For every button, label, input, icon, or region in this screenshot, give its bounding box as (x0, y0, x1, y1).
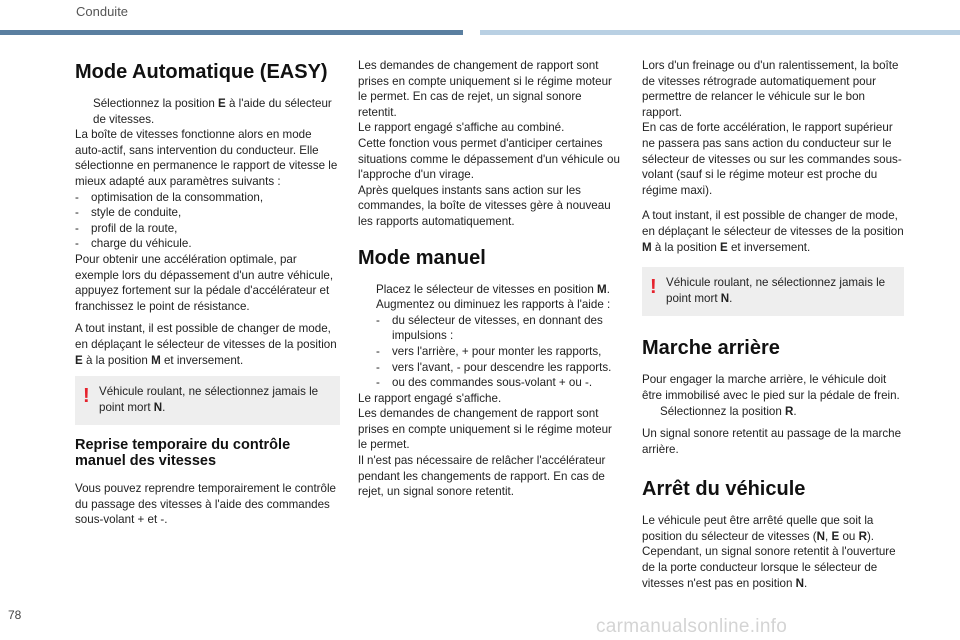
paragraph: Un signal sonore retentit au passage de la marche arrière. (642, 427, 902, 456)
list-item: - vers l'arrière, + pour monter les rapports, (376, 344, 602, 358)
title-automatic-mode: Mode Automatique (EASY) (75, 61, 328, 83)
paragraph: Pour obtenir une accélération optimale, par exemple lors du dépassement d'un autre véhicule, appuyez fortement sur la pédale d'accélérateur et franchissez le point de résistance. (75, 252, 334, 313)
list-item: - du sélecteur de vitesses, en donnant des impulsions : (376, 313, 603, 343)
title-reverse: Marche arrière (642, 337, 780, 360)
dash-list (75, 190, 340, 252)
bullet-icon (358, 282, 376, 298)
paragraph: A tout instant, il est possible de changer de mode, en déplaçant le sélecteur de vitesses de la position E à la position M et inversement. (75, 322, 337, 367)
list-item: - ou des commandes sous-volant + ou -. (376, 376, 593, 390)
warning-icon: ! (83, 385, 90, 408)
page-number: 78 (8, 608, 22, 622)
column-1 (75, 52, 340, 535)
bullet-select-m: Placez le sélecteur de vitesses en position M. (358, 282, 620, 298)
paragraph: Les demandes de changement de rapport sont prises en compte uniquement si le régime moteur le permet. (358, 407, 612, 452)
title-stop: Arrêt du véhicule (642, 478, 806, 501)
paragraph: Il n'est pas nécessaire de relâcher l'accélérateur pendant les changements de rapport. En cas de rejet, un signal sonore retentit. (358, 454, 606, 499)
paragraph: Le véhicule peut être arrêté quelle que soit la position du sélecteur de vitesses (N, E ou R). (642, 514, 875, 543)
bullet-select-r: Sélectionnez la position R. (642, 404, 904, 420)
paragraph: Vous pouvez reprendre temporairement le contrôle du passage des vitesses à l'aide des commandes sous-volant + et -. (75, 482, 337, 527)
warning-box: ! Véhicule roulant, ne sélectionnez jamais le point mort N. (75, 376, 340, 425)
bullet-icon (358, 297, 376, 313)
paragraph: Pour engager la marche arrière, le véhicule doit être immobilisé avec le pied sur la pédale de frein. (642, 373, 900, 402)
column-3 (642, 58, 904, 598)
paragraph: En cas de forte accélération, le rapport supérieur ne passera pas sans action du conducteur sur le sélecteur de vitesses ou sur les commandes sous-volant (sauf si le régime moteur est proche du régime maxi). (642, 121, 902, 197)
bullet-icon (75, 96, 93, 127)
list-item: - optimisation de la consommation, (75, 190, 264, 204)
paragraph: Cette fonction vous permet d'anticiper certaines situations comme le dépassement d'un véhicule ou l'approche d'un virage. (358, 136, 620, 182)
warning-icon: ! (650, 276, 657, 299)
bullet-select-e: Sélectionnez la position E à l'aide du sélecteur de vitesses. (75, 96, 340, 127)
list-item: - vers l'avant, - pour descendre les rapports. (376, 360, 612, 374)
paragraph: A tout instant, il est possible de changer de mode, en déplaçant le sélecteur de vitesses de la position M à la position E et inversement. (642, 209, 904, 254)
paragraph: Le rapport engagé s'affiche au combiné. (358, 121, 565, 135)
list-item: - profil de la route, (75, 221, 178, 235)
watermark: carmanualsonline.info (596, 616, 788, 637)
paragraph: Cependant, un signal sonore retentit à l'ouverture de la porte conducteur lorsque le sélecteur de vitesses n'est pas en position N. (642, 545, 896, 590)
list-item: - charge du véhicule. (75, 237, 192, 251)
warning-box: ! Véhicule roulant, ne sélectionnez jamais le point mort N. (642, 267, 904, 316)
dash-list (358, 313, 620, 391)
paragraph: Lors d'un freinage ou d'un ralentissement, la boîte de vitesses rétrograde automatiquement pour permettre de relancer le véhicule sur le bon rapport. (642, 59, 899, 119)
column-2 (358, 58, 620, 507)
title-manual-mode: Mode manuel (358, 246, 486, 269)
paragraph: Les demandes de changement de rapport sont prises en compte uniquement si le régime moteur le permet. En cas de rejet, un signal sonore retentit. (358, 59, 612, 119)
subtitle-manual-override: Reprise temporaire du contrôle manuel des vitesses (75, 437, 291, 470)
section-bar (0, 30, 463, 35)
list-item: - style de conduite, (75, 206, 182, 220)
paragraph: La boîte de vitesses fonctionne alors en mode auto-actif, sans intervention du conducteur. Elle sélectionne en permanence le rapport de vitesse le mieux adapté aux paramètres suivants : (75, 128, 338, 188)
paragraph: Après quelques instants sans action sur les commandes, la boîte de vitesses gère à nouveau les rapports automatiquement. (358, 183, 611, 228)
section-header: Conduite (76, 4, 129, 19)
section-bar-light (480, 30, 960, 35)
paragraph: Le rapport engagé s'affiche. (358, 391, 502, 405)
bullet-shift: Augmentez ou diminuez les rapports à l'aide : (358, 297, 620, 313)
bullet-icon (642, 404, 660, 420)
